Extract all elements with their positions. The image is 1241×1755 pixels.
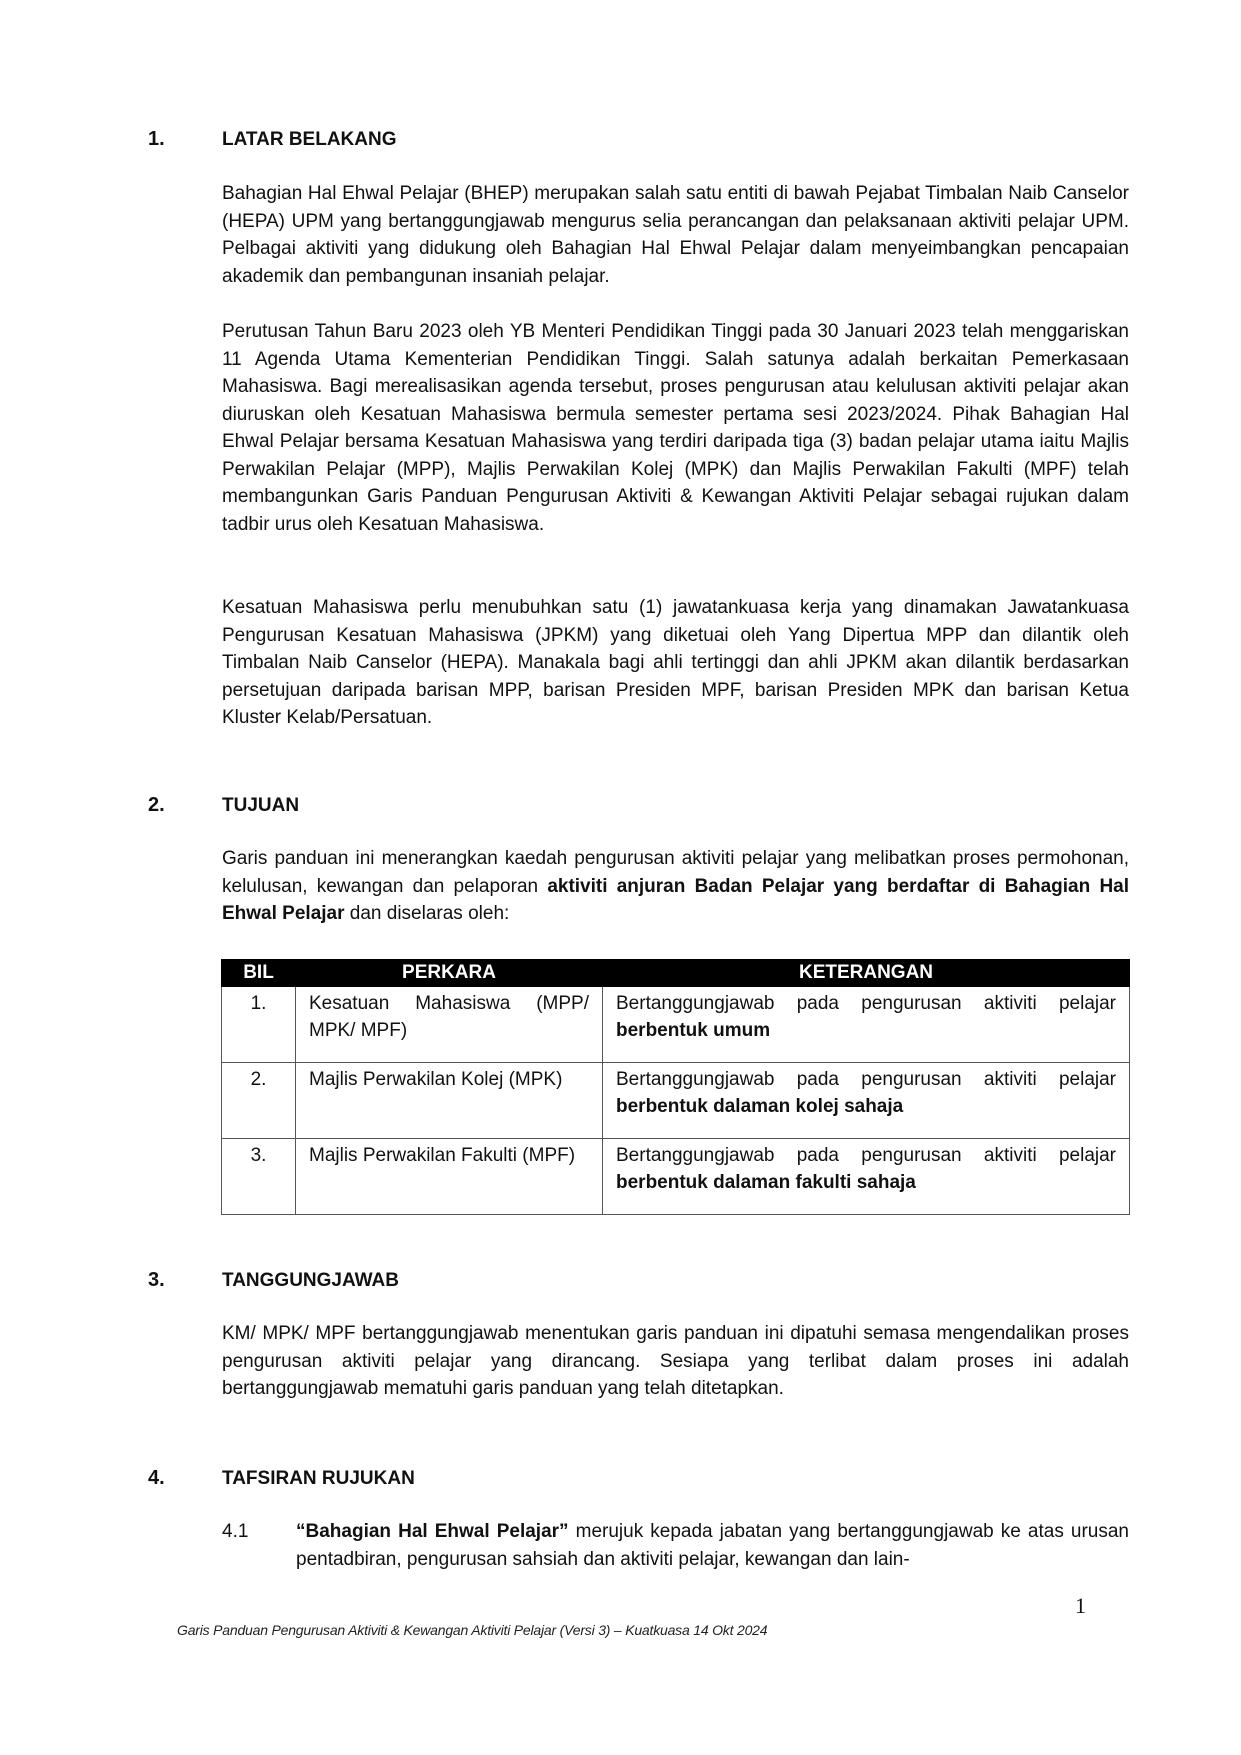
- section-number: 1.: [148, 128, 165, 150]
- table-row: [222, 1139, 1130, 1215]
- table-header-row: [222, 960, 1130, 987]
- cell-perkara: Kesatuan Mahasiswa (MPP/ MPK/ MPF): [296, 987, 603, 1063]
- section-number: 3.: [148, 1269, 165, 1291]
- cell-bil: 3.: [222, 1139, 296, 1215]
- cell-perkara: Majlis Perwakilan Fakulti (MPF): [296, 1139, 603, 1215]
- section-heading: [148, 1467, 415, 1490]
- paragraph: Kesatuan Mahasiswa perlu menubuhkan satu (1) jawatankuasa kerja yang dinamakan Jawatankuasa Pengurusan Kesatuan Mahasiswa (JPKM) yang diketuai oleh Yang Dipertua MPP dan dilantik oleh Timbalan Naib Canselor (HEPA). Manakala bagi ahli tertinggi dan ahli JPKM akan dilantik berdasarkan persetujuan daripada barisan MPP, barisan Presiden MPF, barisan Presiden MPK dan barisan Ketua Kluster Kelab/Persatuan.: [222, 597, 1129, 728]
- section-title: TANGGUNGJAWAB: [222, 1270, 399, 1291]
- cell-keterangan: Bertanggungjawab pada pengurusan aktiviti pelajar berbentuk dalaman fakulti sahaja: [603, 1139, 1130, 1215]
- section-number: 2.: [148, 794, 165, 816]
- column-header: PERKARA: [296, 960, 603, 987]
- page-number: 1: [1075, 1593, 1086, 1618]
- bold-emphasis: aktiviti anjuran Badan Pelajar yang berdaftar di Bahagian Hal Ehwal Pelajar: [222, 875, 1130, 924]
- cell-keterangan: Bertanggungjawab pada pengurusan aktiviti pelajar berbentuk dalaman kolej sahaja: [603, 1063, 1130, 1139]
- paragraph: Garis panduan ini menerangkan kaedah pengurusan aktiviti pelajar yang melibatkan proses permohonan, kelulusan, kewangan dan pelaporan aktiviti anjuran Badan Pelajar yang berdaftar di Bahagian Hal Ehwal Pelajar dan diselaras oleh:: [222, 848, 1130, 924]
- column-header: KETERANGAN: [603, 960, 1130, 987]
- column-header: BIL: [222, 960, 296, 987]
- page-footer: Garis Panduan Pengurusan Aktiviti & Kewangan Aktiviti Pelajar (Versi 3) – Kuatkuasa 14 Okt 2024: [177, 1622, 768, 1638]
- paragraph: KM/ MPK/ MPF bertanggungjawab menentukan garis panduan ini dipatuhi semasa mengendalikan proses pengurusan aktiviti pelajar yang dirancang. Sesiapa yang terlibat dalam proses ini adalah bertanggungjawab mematuhi garis panduan yang telah ditetapkan.: [222, 1323, 1129, 1399]
- section-title: TAFSIRAN RUJUKAN: [222, 1468, 415, 1489]
- section-number: 4.: [148, 1467, 165, 1489]
- section-title: LATAR BELAKANG: [222, 129, 397, 150]
- section-heading: [148, 1269, 399, 1292]
- section-heading: [148, 794, 299, 817]
- table-row: [222, 1063, 1130, 1139]
- item-number: 4.1: [222, 1521, 249, 1542]
- section-title: TUJUAN: [222, 795, 300, 816]
- cell-bil: 2.: [222, 1063, 296, 1139]
- defined-term: “Bahagian Hal Ehwal Pelajar”: [296, 1521, 569, 1542]
- responsibility-table: [221, 959, 1130, 1215]
- cell-keterangan: Bertanggungjawab pada pengurusan aktiviti pelajar berbentuk umum: [603, 987, 1130, 1063]
- item-text: “Bahagian Hal Ehwal Pelajar” merujuk kepada jabatan yang bertanggungjawab ke atas urusan pentadbiran, pengurusan sahsiah dan aktiviti pelajar, kewangan dan lain-: [296, 1521, 1130, 1570]
- paragraph: Bahagian Hal Ehwal Pelajar (BHEP) merupakan salah satu entiti di bawah Pejabat Timbalan Naib Canselor (HEPA) UPM yang bertanggungjawab mengurus selia perancangan dan pelaksanaan aktiviti pelajar UPM. Pelbagai aktiviti yang didukung oleh Bahagian Hal Ehwal Pelajar dalam menyeimbangkan pencapaian akademik dan pembangunan insaniah pelajar.: [222, 183, 1129, 287]
- definition-item: [222, 1518, 1129, 1573]
- cell-bil: 1.: [222, 987, 296, 1063]
- paragraph: Perutusan Tahun Baru 2023 oleh YB Menteri Pendidikan Tinggi pada 30 Januari 2023 telah menggariskan 11 Agenda Utama Kementerian Pendidikan Tinggi. Salah satunya adalah berkaitan Pemerkasaan Mahasiswa. Bagi merealisasikan agenda tersebut, proses pengurusan atau kelulusan aktiviti pelajar akan diuruskan oleh Kesatuan Mahasiswa bermula semester pertama sesi 2023/2024. Pihak Bahagian Hal Ehwal Pelajar bersama Kesatuan Mahasiswa yang terdiri daripada tiga (3) badan pelajar utama iaitu Majlis Perwakilan Pelajar (MPP), Majlis Perwakilan Kolej (MPK) dan Majlis Perwakilan Fakulti (MPF) telah membangunkan Garis Panduan Pengurusan Aktiviti & Kewangan Aktiviti Pelajar sebagai rujukan dalam tadbir urus oleh Kesatuan Mahasiswa.: [222, 321, 1129, 535]
- section-heading: [148, 128, 397, 151]
- table-row: [222, 987, 1130, 1063]
- cell-perkara: Majlis Perwakilan Kolej (MPK): [296, 1063, 603, 1139]
